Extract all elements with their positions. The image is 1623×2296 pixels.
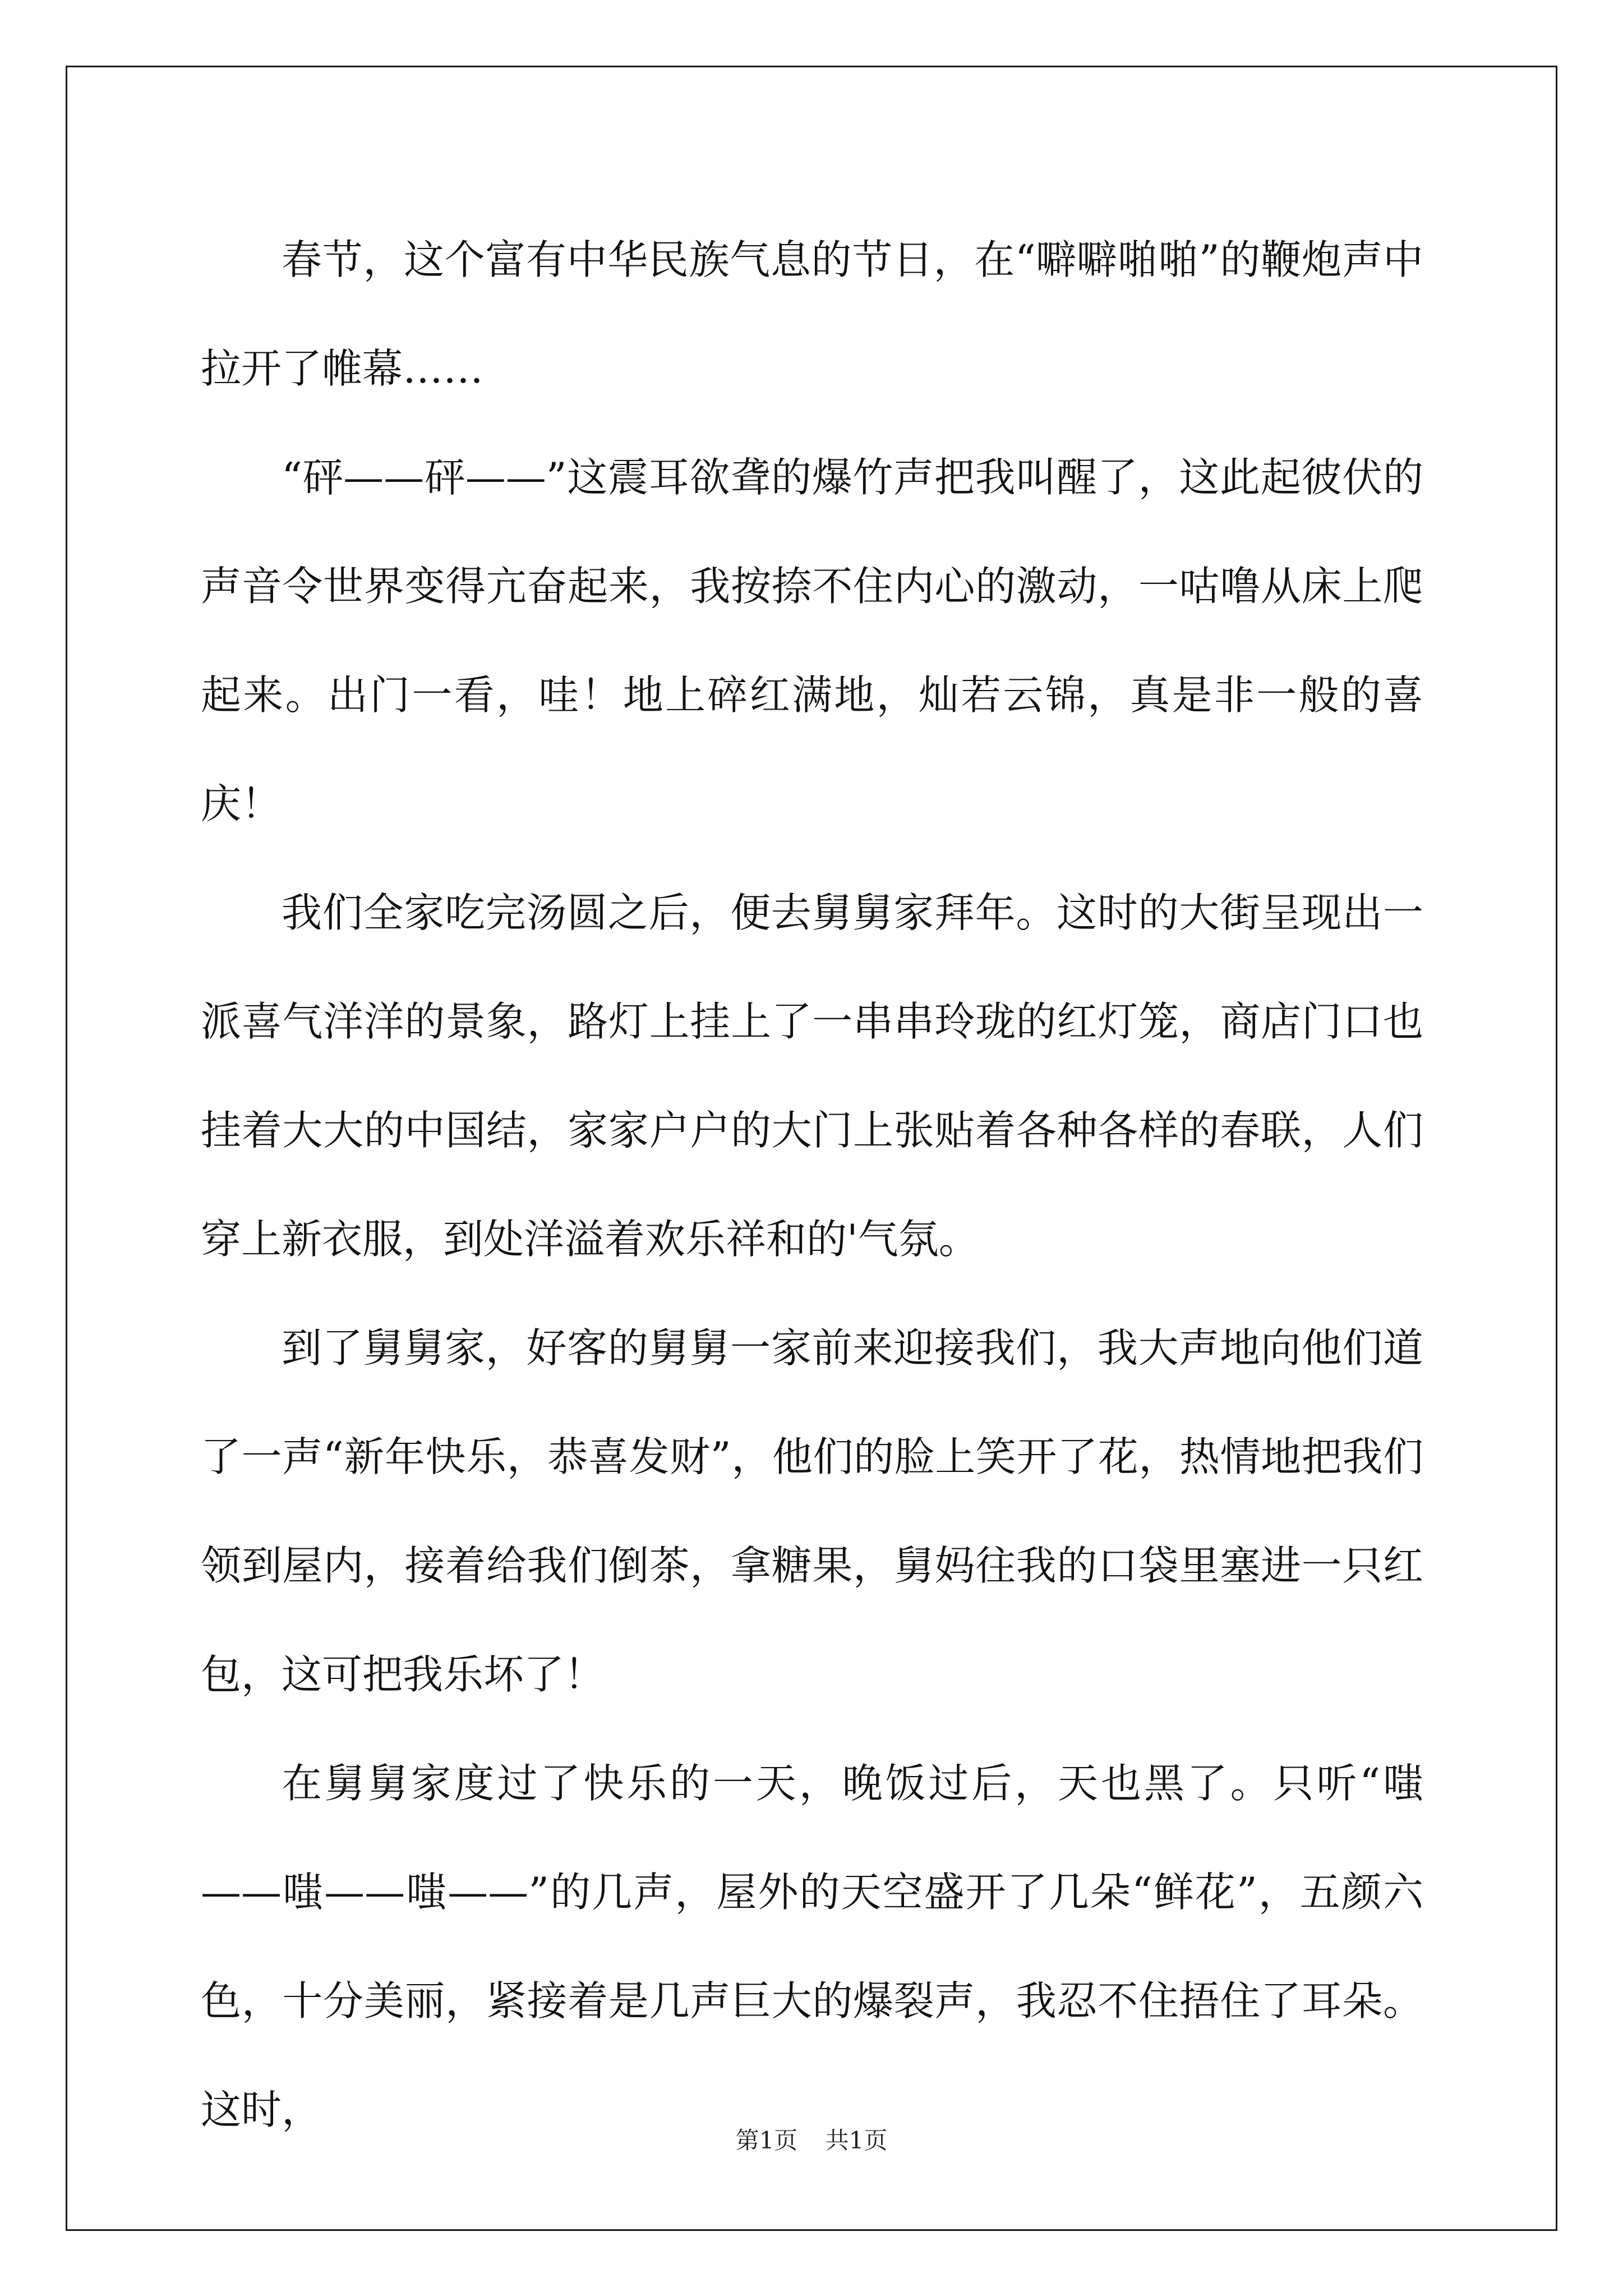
paragraph: 到了舅舅家，好客的舅舅一家前来迎接我们，我大声地向他们道了一声“新年快乐，恭喜发财”，他们的脸上笑开了花，热情地把我们领到屋内，接着给我们倒茶，拿糖果，舅妈往我的口袋里塞进一只红包，这可把我乐坏了！: [201, 1324, 1423, 1698]
paragraph: 在舅舅家度过了快乐的一天，晚饭过后，天也黑了。只听“嗤——嗤——嗤——”的几声，屋外的天空盛开了几朵“鲜花”，五颜六色，十分美丽，紧接着是几声巨大的爆裂声，我忍不住捂住了耳朵。这时，: [201, 1760, 1423, 2133]
paragraph: 我们全家吃完汤圆之后，便去舅舅家拜年。这时的大街呈现出一派喜气洋洋的景象，路灯上挂上了一串串玲珑的红灯笼，商店门口也挂着大大的中国结，家家户户的大门上张贴着各种各样的春联，人们穿上新衣服，到处洋溢着欢乐祥和的'气氛。: [201, 889, 1423, 1263]
paragraph: 春节，这个富有中华民族气息的节日，在“噼噼啪啪”的鞭炮声中拉开了帷幕……: [201, 236, 1423, 392]
paragraph: “砰——砰——”这震耳欲聋的爆竹声把我叫醒了，这此起彼伏的声音令世界变得亢奋起来，我按捺不住内心的激动，一咕噜从床上爬起来。出门一看，哇！地上碎红满地，灿若云锦，真是非一般的喜庆！: [201, 454, 1423, 827]
document-body: [201, 205, 1423, 2164]
page-total: 共1页: [825, 2127, 888, 2154]
page-number: 第1页: [735, 2127, 798, 2154]
page-footer: [0, 2124, 1623, 2157]
